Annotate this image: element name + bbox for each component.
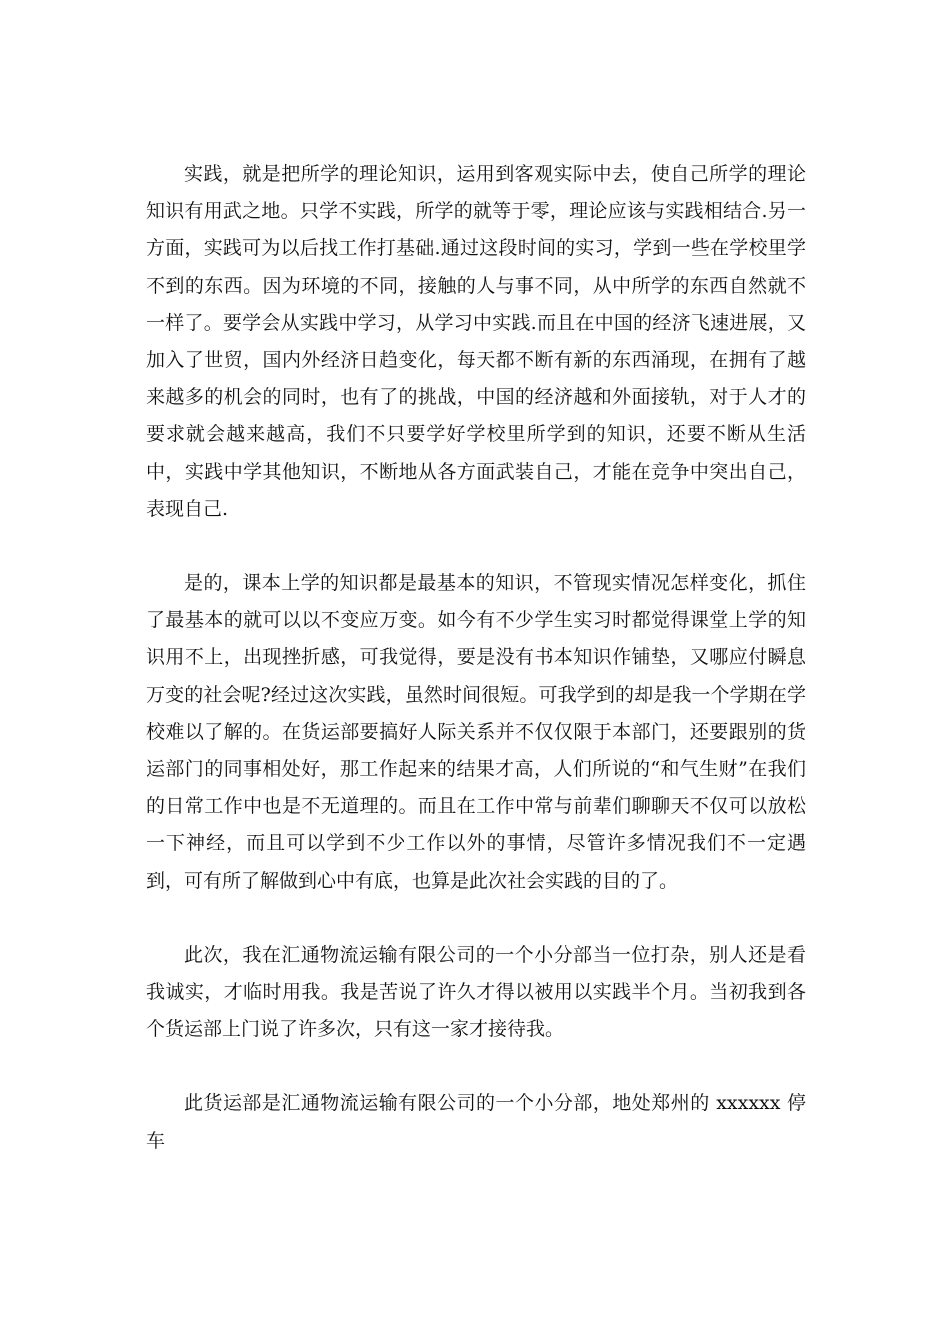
paragraph-2: 是的，课本上学的知识都是最基本的知识，不管现实情况怎样变化，抓住了最基本的就可以以不变应万变。如今有不少学生实习时都觉得课堂上学的知识用不上，出现挫折感，可我觉得，要是没有书本知识作铺垫，又哪应付瞬息万变的社会呢?经过这次实践，虽然时间很短。可我学到的却是我一个学期在学校难以了解的。在货运部要搞好人际关系并不仅仅限于本部门，还要跟别的货运部门的同事相处好，那工作起来的结果才高，人们所说的“和气生财”在我们的日常工作中也是不无道理的。而且在工作中常与前辈们聊聊天不仅可以放松一下神经，而且可以学到不少工作以外的事情，尽管许多情况我们不一定遇到，可有所了解做到心中有底，也算是此次社会实践的目的了。 xyxy=(146,572,806,892)
paragraph-3: 此次，我在汇通物流运输有限公司的一个小分部当一位打杂，别人还是看我诚实，才临时用我。我是苦说了许久才得以被用以实践半个月。当初我到各个货运部上门说了许多次，只有这一家才接待我。 xyxy=(146,943,806,1041)
paragraph-4: 此货运部是汇通物流运输有限公司的一个小分部，地处郑州的 xxxxxx 停车 xyxy=(146,1092,806,1152)
paragraph-1: 实践，就是把所学的理论知识，运用到客观实际中去，使自己所学的理论知识有用武之地。只学不实践，所学的就等于零，理论应该与实践相结合.另一方面，实践可为以后找工作打基础.通过这段时间的实习，学到一些在学校里学不到的东西。因为环境的不同，接触的人与事不同，从中所学的东西自然就不一样了。要学会从实践中学习，从学习中实践.而且在中国的经济飞速进展，又加入了世贸，国内外经济日趋变化，每天都不断有新的东西涌现，在拥有了越来越多的机会的同时，也有了的挑战，中国的经济越和外面接轨，对于人才的要求就会越来越高，我们不只要学好学校里所学到的知识，还要不断从生活中，实践中学其他知识，不断地从各方面武装自己，才能在竞争中突出自己，表现自己. xyxy=(146,163,806,520)
document-body xyxy=(146,156,806,1160)
